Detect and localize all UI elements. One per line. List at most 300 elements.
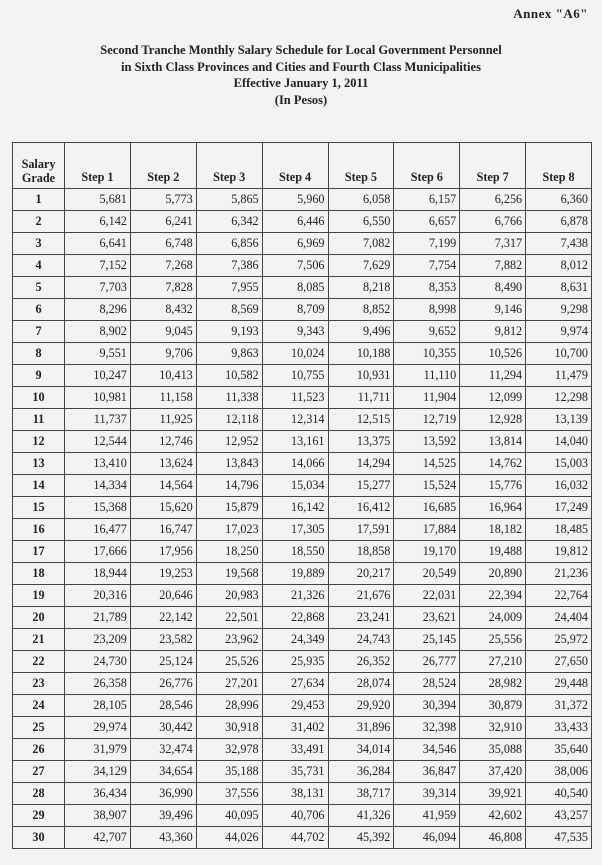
- salary-cell: 26,777: [394, 651, 460, 673]
- step-header: Step 8: [526, 143, 592, 189]
- salary-cell: 11,904: [394, 387, 460, 409]
- salary-cell: 10,526: [460, 343, 526, 365]
- salary-cell: 8,902: [65, 321, 131, 343]
- salary-cell: 28,105: [65, 695, 131, 717]
- salary-cell: 10,981: [65, 387, 131, 409]
- salary-grade-cell: 2: [13, 211, 65, 233]
- salary-cell: 31,372: [526, 695, 592, 717]
- salary-cell: 6,241: [130, 211, 196, 233]
- salary-cell: 12,544: [65, 431, 131, 453]
- salary-cell: 15,277: [328, 475, 394, 497]
- salary-grade-cell: 5: [13, 277, 65, 299]
- salary-grade-cell: 10: [13, 387, 65, 409]
- salary-cell: 9,298: [526, 299, 592, 321]
- salary-cell: 33,491: [262, 739, 328, 761]
- salary-cell: 9,343: [262, 321, 328, 343]
- salary-cell: 20,890: [460, 563, 526, 585]
- salary-cell: 38,717: [328, 783, 394, 805]
- salary-grade-cell: 9: [13, 365, 65, 387]
- salary-grade-cell: 11: [13, 409, 65, 431]
- salary-cell: 18,485: [526, 519, 592, 541]
- table-row: [13, 761, 592, 783]
- table-row: [13, 607, 592, 629]
- table-row: [13, 321, 592, 343]
- salary-cell: 20,217: [328, 563, 394, 585]
- salary-cell: 43,360: [130, 827, 196, 849]
- salary-cell: 6,360: [526, 189, 592, 211]
- salary-cell: 14,762: [460, 453, 526, 475]
- salary-cell: 26,358: [65, 673, 131, 695]
- salary-cell: 41,959: [394, 805, 460, 827]
- salary-cell: 15,368: [65, 497, 131, 519]
- salary-cell: 22,031: [394, 585, 460, 607]
- salary-grade-cell: 6: [13, 299, 65, 321]
- salary-cell: 17,956: [130, 541, 196, 563]
- salary-cell: 23,241: [328, 607, 394, 629]
- salary-cell: 42,602: [460, 805, 526, 827]
- salary-cell: 35,731: [262, 761, 328, 783]
- table-row: [13, 541, 592, 563]
- table-row: [13, 695, 592, 717]
- salary-cell: 21,789: [65, 607, 131, 629]
- table-row: [13, 739, 592, 761]
- salary-cell: 7,082: [328, 233, 394, 255]
- salary-cell: 8,012: [526, 255, 592, 277]
- salary-cell: 16,142: [262, 497, 328, 519]
- salary-cell: 41,326: [328, 805, 394, 827]
- salary-cell: 13,592: [394, 431, 460, 453]
- table-row: [13, 365, 592, 387]
- salary-cell: 14,040: [526, 431, 592, 453]
- salary-cell: 11,110: [394, 365, 460, 387]
- table-row: [13, 519, 592, 541]
- salary-cell: 6,856: [196, 233, 262, 255]
- salary-cell: 8,709: [262, 299, 328, 321]
- table-row: [13, 255, 592, 277]
- salary-cell: 18,182: [460, 519, 526, 541]
- grade-header-line-1: Salary: [21, 157, 56, 171]
- salary-cell: 24,730: [65, 651, 131, 673]
- table-row: [13, 497, 592, 519]
- salary-cell: 40,540: [526, 783, 592, 805]
- salary-cell: 8,218: [328, 277, 394, 299]
- salary-cell: 11,294: [460, 365, 526, 387]
- table-row: [13, 409, 592, 431]
- salary-cell: 5,773: [130, 189, 196, 211]
- salary-cell: 12,952: [196, 431, 262, 453]
- table-row: [13, 673, 592, 695]
- salary-cell: 30,394: [394, 695, 460, 717]
- salary-cell: 7,152: [65, 255, 131, 277]
- salary-cell: 15,034: [262, 475, 328, 497]
- salary-cell: 14,294: [328, 453, 394, 475]
- step-header: Step 7: [460, 143, 526, 189]
- salary-cell: 22,868: [262, 607, 328, 629]
- salary-cell: 36,284: [328, 761, 394, 783]
- salary-cell: 12,314: [262, 409, 328, 431]
- salary-cell: 11,925: [130, 409, 196, 431]
- salary-grade-cell: 15: [13, 497, 65, 519]
- salary-cell: 35,188: [196, 761, 262, 783]
- step-header: Step 2: [130, 143, 196, 189]
- salary-cell: 25,972: [526, 629, 592, 651]
- title-line-2: in Sixth Class Provinces and Cities and Fourth Class Municipalities: [121, 59, 481, 74]
- table-row: [13, 189, 592, 211]
- salary-cell: 8,085: [262, 277, 328, 299]
- salary-cell: 27,634: [262, 673, 328, 695]
- salary-cell: 6,058: [328, 189, 394, 211]
- salary-cell: 18,944: [65, 563, 131, 585]
- salary-cell: 33,433: [526, 717, 592, 739]
- salary-cell: 36,847: [394, 761, 460, 783]
- salary-cell: 9,496: [328, 321, 394, 343]
- salary-cell: 18,858: [328, 541, 394, 563]
- table-row: [13, 805, 592, 827]
- salary-cell: 10,755: [262, 365, 328, 387]
- salary-cell: 22,142: [130, 607, 196, 629]
- salary-cell: 15,776: [460, 475, 526, 497]
- salary-cell: 13,843: [196, 453, 262, 475]
- salary-cell: 7,828: [130, 277, 196, 299]
- salary-cell: 22,501: [196, 607, 262, 629]
- salary-cell: 6,766: [460, 211, 526, 233]
- salary-cell: 13,161: [262, 431, 328, 453]
- salary-cell: 22,394: [460, 585, 526, 607]
- salary-cell: 5,865: [196, 189, 262, 211]
- salary-cell: 6,969: [262, 233, 328, 255]
- table-body: [13, 189, 592, 849]
- salary-cell: 40,095: [196, 805, 262, 827]
- salary-cell: 6,641: [65, 233, 131, 255]
- salary-cell: 34,654: [130, 761, 196, 783]
- salary-grade-cell: 27: [13, 761, 65, 783]
- table-row: [13, 629, 592, 651]
- salary-cell: 27,650: [526, 651, 592, 673]
- salary-cell: 43,257: [526, 805, 592, 827]
- salary-cell: 28,996: [196, 695, 262, 717]
- annex-label: Annex "A6": [513, 6, 588, 21]
- salary-cell: 7,754: [394, 255, 460, 277]
- salary-cell: 19,812: [526, 541, 592, 563]
- salary-cell: 14,334: [65, 475, 131, 497]
- salary-cell: 11,158: [130, 387, 196, 409]
- salary-cell: 29,453: [262, 695, 328, 717]
- salary-grade-cell: 8: [13, 343, 65, 365]
- salary-grade-header: [13, 143, 65, 189]
- salary-cell: 30,918: [196, 717, 262, 739]
- salary-cell: 46,094: [394, 827, 460, 849]
- salary-cell: 8,296: [65, 299, 131, 321]
- salary-cell: 8,998: [394, 299, 460, 321]
- salary-grade-cell: 1: [13, 189, 65, 211]
- salary-cell: 35,088: [460, 739, 526, 761]
- salary-cell: 7,268: [130, 255, 196, 277]
- salary-cell: 9,863: [196, 343, 262, 365]
- salary-cell: 7,317: [460, 233, 526, 255]
- salary-grade-cell: 16: [13, 519, 65, 541]
- salary-cell: 7,438: [526, 233, 592, 255]
- salary-cell: 29,448: [526, 673, 592, 695]
- salary-cell: 29,974: [65, 717, 131, 739]
- salary-cell: 6,446: [262, 211, 328, 233]
- salary-cell: 44,702: [262, 827, 328, 849]
- salary-cell: 29,920: [328, 695, 394, 717]
- table-row: [13, 585, 592, 607]
- salary-cell: 12,515: [328, 409, 394, 431]
- salary-cell: 22,764: [526, 585, 592, 607]
- salary-cell: 7,199: [394, 233, 460, 255]
- table-row: [13, 783, 592, 805]
- salary-cell: 13,624: [130, 453, 196, 475]
- salary-cell: 25,556: [460, 629, 526, 651]
- salary-cell: 26,776: [130, 673, 196, 695]
- table-row: [13, 431, 592, 453]
- salary-cell: 17,249: [526, 497, 592, 519]
- table-row: [13, 475, 592, 497]
- salary-grade-cell: 19: [13, 585, 65, 607]
- salary-grade-cell: 17: [13, 541, 65, 563]
- step-header: Step 3: [196, 143, 262, 189]
- salary-cell: 16,964: [460, 497, 526, 519]
- salary-cell: 13,139: [526, 409, 592, 431]
- salary-cell: 31,979: [65, 739, 131, 761]
- salary-cell: 31,896: [328, 717, 394, 739]
- salary-cell: 9,551: [65, 343, 131, 365]
- salary-cell: 12,099: [460, 387, 526, 409]
- salary-cell: 7,506: [262, 255, 328, 277]
- salary-cell: 13,814: [460, 431, 526, 453]
- salary-cell: 6,157: [394, 189, 460, 211]
- salary-cell: 26,352: [328, 651, 394, 673]
- salary-cell: 12,928: [460, 409, 526, 431]
- step-header: Step 4: [262, 143, 328, 189]
- document-title: [0, 42, 602, 108]
- salary-cell: 18,250: [196, 541, 262, 563]
- salary-cell: 17,305: [262, 519, 328, 541]
- salary-cell: 20,549: [394, 563, 460, 585]
- salary-cell: 10,188: [328, 343, 394, 365]
- salary-cell: 25,935: [262, 651, 328, 673]
- salary-cell: 6,550: [328, 211, 394, 233]
- salary-cell: 9,974: [526, 321, 592, 343]
- salary-cell: 11,711: [328, 387, 394, 409]
- salary-cell: 38,131: [262, 783, 328, 805]
- salary-cell: 7,386: [196, 255, 262, 277]
- salary-cell: 28,546: [130, 695, 196, 717]
- step-header: Step 1: [65, 143, 131, 189]
- salary-grade-cell: 18: [13, 563, 65, 585]
- table-row: [13, 277, 592, 299]
- salary-grade-cell: 22: [13, 651, 65, 673]
- table-row: [13, 233, 592, 255]
- salary-cell: 12,746: [130, 431, 196, 453]
- salary-cell: 47,535: [526, 827, 592, 849]
- salary-cell: 16,685: [394, 497, 460, 519]
- salary-cell: 6,142: [65, 211, 131, 233]
- salary-grade-cell: 29: [13, 805, 65, 827]
- salary-cell: 20,646: [130, 585, 196, 607]
- salary-cell: 15,524: [394, 475, 460, 497]
- table-row: [13, 299, 592, 321]
- salary-grade-cell: 20: [13, 607, 65, 629]
- table-row: [13, 717, 592, 739]
- salary-cell: 10,700: [526, 343, 592, 365]
- title-line-3: Effective January 1, 2011: [233, 76, 369, 90]
- salary-cell: 12,118: [196, 409, 262, 431]
- salary-cell: 21,326: [262, 585, 328, 607]
- salary-grade-cell: 28: [13, 783, 65, 805]
- step-header: Step 6: [394, 143, 460, 189]
- salary-grade-cell: 30: [13, 827, 65, 849]
- salary-grade-cell: 3: [13, 233, 65, 255]
- salary-cell: 13,375: [328, 431, 394, 453]
- salary-cell: 42,707: [65, 827, 131, 849]
- salary-cell: 19,170: [394, 541, 460, 563]
- salary-grade-cell: 26: [13, 739, 65, 761]
- salary-cell: 39,314: [394, 783, 460, 805]
- salary-cell: 32,474: [130, 739, 196, 761]
- salary-schedule-table: [12, 142, 592, 849]
- salary-grade-cell: 4: [13, 255, 65, 277]
- salary-cell: 7,882: [460, 255, 526, 277]
- salary-cell: 11,338: [196, 387, 262, 409]
- salary-cell: 12,719: [394, 409, 460, 431]
- salary-cell: 35,640: [526, 739, 592, 761]
- salary-cell: 15,879: [196, 497, 262, 519]
- salary-cell: 14,066: [262, 453, 328, 475]
- salary-cell: 19,568: [196, 563, 262, 585]
- salary-cell: 20,983: [196, 585, 262, 607]
- salary-cell: 7,703: [65, 277, 131, 299]
- salary-cell: 14,796: [196, 475, 262, 497]
- salary-cell: 44,026: [196, 827, 262, 849]
- salary-cell: 8,353: [394, 277, 460, 299]
- salary-cell: 46,808: [460, 827, 526, 849]
- salary-cell: 6,256: [460, 189, 526, 211]
- salary-cell: 39,496: [130, 805, 196, 827]
- table-row: [13, 211, 592, 233]
- salary-grade-cell: 25: [13, 717, 65, 739]
- salary-cell: 16,477: [65, 519, 131, 541]
- salary-cell: 9,652: [394, 321, 460, 343]
- salary-cell: 40,706: [262, 805, 328, 827]
- salary-cell: 9,812: [460, 321, 526, 343]
- salary-cell: 21,676: [328, 585, 394, 607]
- salary-cell: 24,009: [460, 607, 526, 629]
- salary-cell: 23,582: [130, 629, 196, 651]
- salary-cell: 8,631: [526, 277, 592, 299]
- salary-cell: 32,398: [394, 717, 460, 739]
- salary-cell: 15,003: [526, 453, 592, 475]
- table-header-row: [13, 143, 592, 189]
- salary-cell: 14,525: [394, 453, 460, 475]
- salary-cell: 5,960: [262, 189, 328, 211]
- salary-grade-cell: 21: [13, 629, 65, 651]
- salary-grade-cell: 12: [13, 431, 65, 453]
- salary-cell: 6,342: [196, 211, 262, 233]
- salary-cell: 36,990: [130, 783, 196, 805]
- salary-cell: 45,392: [328, 827, 394, 849]
- salary-cell: 9,045: [130, 321, 196, 343]
- table-row: [13, 343, 592, 365]
- salary-cell: 38,907: [65, 805, 131, 827]
- salary-cell: 9,193: [196, 321, 262, 343]
- salary-cell: 8,569: [196, 299, 262, 321]
- salary-cell: 28,524: [394, 673, 460, 695]
- salary-cell: 21,236: [526, 563, 592, 585]
- salary-cell: 10,355: [394, 343, 460, 365]
- salary-cell: 19,889: [262, 563, 328, 585]
- table-row: [13, 387, 592, 409]
- salary-grade-cell: 23: [13, 673, 65, 695]
- salary-cell: 10,413: [130, 365, 196, 387]
- salary-cell: 27,210: [460, 651, 526, 673]
- salary-cell: 8,490: [460, 277, 526, 299]
- salary-cell: 25,526: [196, 651, 262, 673]
- salary-cell: 23,209: [65, 629, 131, 651]
- salary-cell: 38,006: [526, 761, 592, 783]
- salary-cell: 6,657: [394, 211, 460, 233]
- salary-cell: 25,145: [394, 629, 460, 651]
- salary-cell: 13,410: [65, 453, 131, 475]
- salary-cell: 16,412: [328, 497, 394, 519]
- salary-cell: 17,591: [328, 519, 394, 541]
- salary-cell: 5,681: [65, 189, 131, 211]
- salary-grade-cell: 7: [13, 321, 65, 343]
- salary-cell: 10,247: [65, 365, 131, 387]
- salary-cell: 11,523: [262, 387, 328, 409]
- salary-cell: 9,706: [130, 343, 196, 365]
- salary-cell: 14,564: [130, 475, 196, 497]
- salary-cell: 32,978: [196, 739, 262, 761]
- salary-cell: 17,023: [196, 519, 262, 541]
- salary-cell: 39,921: [460, 783, 526, 805]
- salary-cell: 23,962: [196, 629, 262, 651]
- salary-cell: 19,253: [130, 563, 196, 585]
- salary-grade-cell: 24: [13, 695, 65, 717]
- salary-cell: 6,748: [130, 233, 196, 255]
- salary-cell: 7,629: [328, 255, 394, 277]
- salary-cell: 16,747: [130, 519, 196, 541]
- salary-cell: 20,316: [65, 585, 131, 607]
- salary-cell: 24,349: [262, 629, 328, 651]
- salary-cell: 23,621: [394, 607, 460, 629]
- salary-cell: 24,404: [526, 607, 592, 629]
- salary-cell: 24,743: [328, 629, 394, 651]
- salary-cell: 32,910: [460, 717, 526, 739]
- salary-cell: 30,879: [460, 695, 526, 717]
- salary-cell: 15,620: [130, 497, 196, 519]
- salary-cell: 37,420: [460, 761, 526, 783]
- step-header: Step 5: [328, 143, 394, 189]
- salary-cell: 9,146: [460, 299, 526, 321]
- salary-grade-cell: 13: [13, 453, 65, 475]
- salary-cell: 18,550: [262, 541, 328, 563]
- salary-cell: 10,582: [196, 365, 262, 387]
- salary-cell: 34,014: [328, 739, 394, 761]
- salary-cell: 34,546: [394, 739, 460, 761]
- grade-header-line-2: Grade: [21, 171, 56, 185]
- salary-cell: 12,298: [526, 387, 592, 409]
- salary-cell: 30,442: [130, 717, 196, 739]
- salary-cell: 25,124: [130, 651, 196, 673]
- salary-cell: 17,884: [394, 519, 460, 541]
- salary-cell: 7,955: [196, 277, 262, 299]
- table-row: [13, 453, 592, 475]
- salary-cell: 34,129: [65, 761, 131, 783]
- table-row: [13, 827, 592, 849]
- salary-cell: 10,024: [262, 343, 328, 365]
